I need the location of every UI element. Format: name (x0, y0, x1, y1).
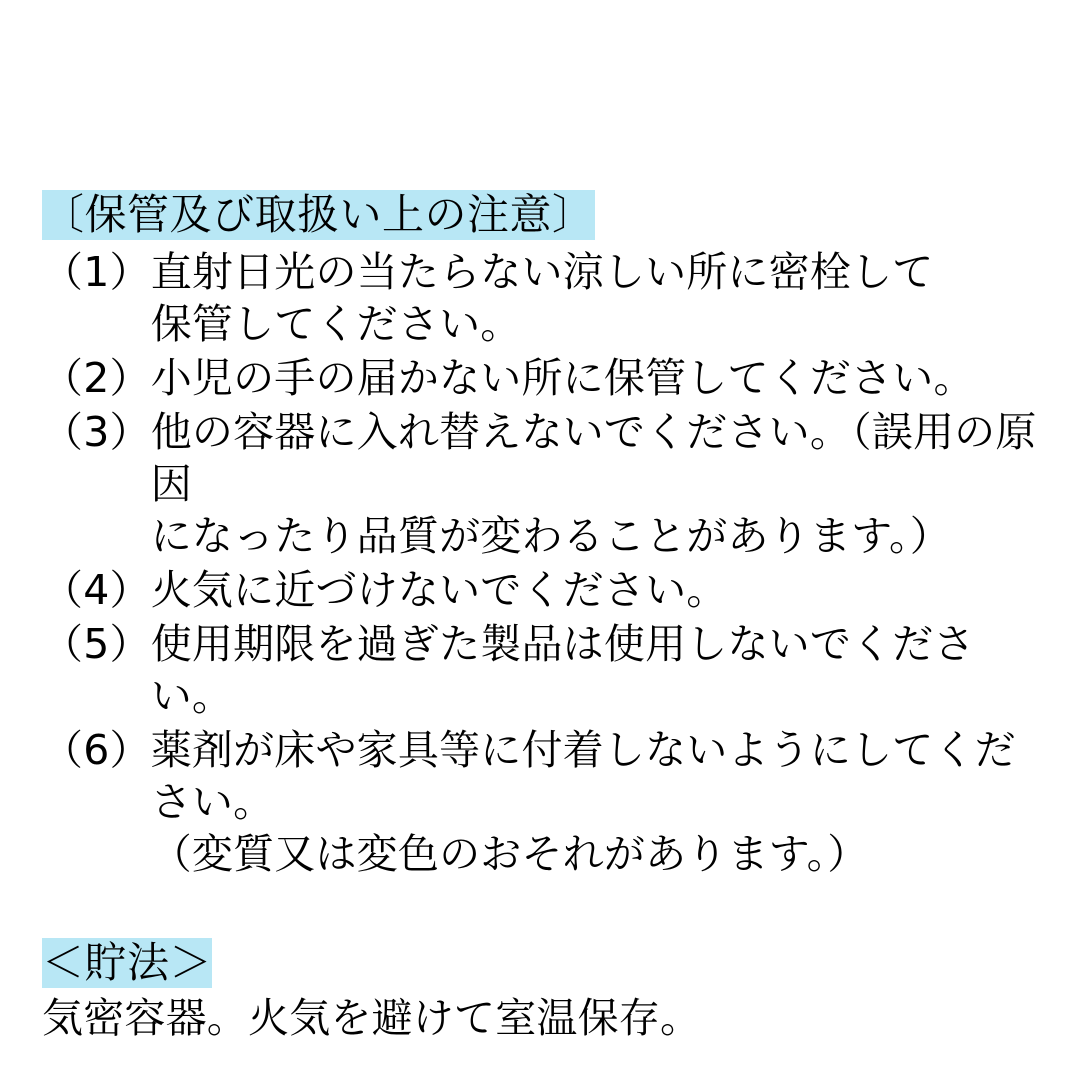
list-item (42, 246, 1040, 350)
list-item-line: になったり品質が変わることがあります。） (150, 511, 951, 560)
list-item-text (151, 406, 1040, 562)
list-item (42, 618, 1040, 722)
precautions-heading: 〔保管及び取扱い上の注意〕 (42, 190, 595, 239)
list-item-line: 他の容器に入れ替えないでください。（誤用の原因 (150, 407, 1037, 508)
precautions-list (42, 246, 1040, 881)
list-item-marker: （4） (42, 565, 151, 614)
list-item (42, 352, 1040, 404)
storage-section (42, 938, 1040, 1044)
list-item-marker: （5） (42, 619, 151, 668)
list-item-line: 小児の手の届かない所に保管してください。 (150, 353, 975, 402)
list-item-text (151, 618, 1040, 722)
list-item (42, 724, 1040, 880)
list-item-text (151, 724, 1040, 880)
list-item-marker: （2） (42, 353, 151, 402)
list-item-text (151, 246, 1040, 350)
list-item-line: 保管してください。 (150, 299, 522, 348)
list-item-line: 直射日光の当たらない涼しい所に密栓して (150, 247, 934, 296)
list-item-text (151, 352, 1040, 404)
list-item-text (151, 564, 1040, 616)
storage-body: 気密容器。火気を避けて室温保存。 (42, 993, 702, 1042)
list-item-marker: （3） (42, 407, 151, 456)
list-item-marker: （1） (42, 247, 151, 296)
storage-heading: ＜貯法＞ (42, 938, 213, 988)
list-item-line: 薬剤が床や家具等に付着しないようにしてください。 (150, 726, 1016, 827)
list-item-line: 使用期限を過ぎた製品は使用しないでください。 (150, 619, 975, 721)
list-item (42, 564, 1040, 616)
list-item (42, 406, 1040, 562)
list-item-line: （変質又は変色のおそれがあります。） (150, 830, 869, 879)
precautions-section (42, 190, 1040, 880)
list-item-marker: （6） (42, 726, 151, 775)
list-item-line: 火気に近づけないでください。 (150, 565, 728, 614)
